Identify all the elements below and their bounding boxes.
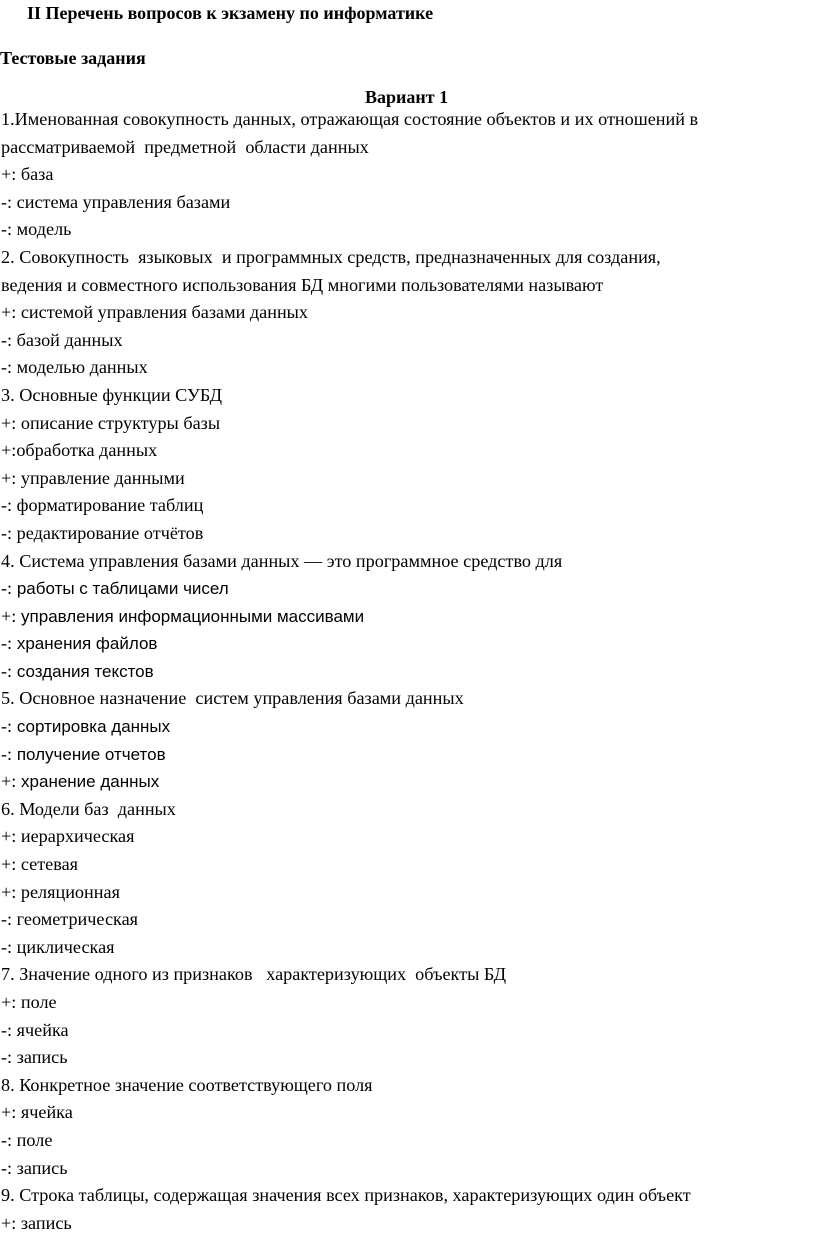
question-list	[1, 106, 813, 1237]
answer-option	[1, 216, 813, 244]
question-text: 2. Совокупность языковых и программных средств, предназначенных для создания,	[1, 246, 661, 267]
answer-label: системой управления базами данных	[16, 302, 308, 323]
answer-label: запись	[12, 1047, 68, 1068]
question-text: 9. Строка таблицы, содержащая значения всех признаков, характеризующих один объект	[1, 1185, 691, 1206]
answer-option	[1, 1044, 813, 1072]
answer-label: геометрическая	[12, 909, 139, 930]
answer-label: сетевая	[16, 854, 79, 875]
answer-label: циклическая	[12, 936, 115, 957]
answer-marker: +:	[1, 1212, 17, 1233]
answer-marker: -:	[1, 716, 13, 737]
variant-title: Вариант 1	[365, 87, 449, 107]
answer-option	[1, 437, 813, 465]
answer-label: поле	[12, 1129, 53, 1150]
answer-label: хранение данных	[16, 772, 160, 792]
answer-option	[1, 1017, 813, 1045]
answer-marker: +:	[1, 605, 17, 626]
answer-option	[1, 299, 813, 327]
question-text: 5. Основное назначение систем управления базами данных	[1, 688, 464, 709]
answer-label: форматирование таблиц	[12, 495, 204, 516]
answer-marker: +:	[1, 302, 17, 323]
answer-label: управления информационными массивами	[16, 606, 365, 626]
answer-label: модель	[12, 219, 72, 240]
answer-option	[1, 575, 813, 603]
question-text: ведения и совместного использования БД многими пользователями называют	[1, 274, 604, 295]
answer-option	[1, 934, 813, 962]
answer-label: получение отчетов	[12, 744, 166, 764]
answer-marker: -:	[1, 329, 13, 350]
answer-label: работы с таблицами чисел	[12, 579, 229, 599]
answer-option	[1, 879, 813, 907]
answer-marker: +:	[1, 1102, 17, 1123]
question-text: 7. Значение одного из признаков характеризующих объекты БД	[1, 964, 507, 985]
question-text: 6. Модели баз данных	[1, 798, 176, 819]
answer-marker: -:	[1, 357, 13, 378]
answer-option	[1, 1127, 813, 1155]
answer-marker: +:	[1, 992, 17, 1012]
answer-option	[1, 823, 813, 851]
answer-option	[1, 713, 813, 741]
answer-option	[1, 410, 813, 438]
answer-label: управление данными	[16, 467, 185, 488]
answer-option	[1, 906, 813, 934]
answer-marker: +:	[1, 771, 17, 792]
answer-marker: -:	[1, 909, 13, 930]
answer-option	[1, 851, 813, 879]
answer-marker: -:	[1, 936, 13, 957]
answer-marker: +:	[1, 412, 17, 433]
answer-marker: -:	[1, 1157, 13, 1178]
answer-marker: -:	[1, 1047, 13, 1068]
answer-label: запись	[12, 1157, 68, 1178]
answer-marker: +:	[1, 440, 17, 461]
answer-label: поле	[16, 992, 57, 1012]
answer-label: база	[16, 164, 54, 185]
answer-option	[1, 1155, 813, 1183]
answer-marker: -:	[1, 660, 13, 681]
answer-label: моделью данных	[12, 357, 148, 378]
answer-marker: +:	[1, 826, 17, 847]
answer-option	[1, 1210, 813, 1238]
answer-label: обработка данных	[16, 440, 158, 461]
subsection-title: Тестовые задания	[0, 48, 146, 68]
answer-label: базой данных	[12, 329, 123, 350]
answer-option	[1, 189, 813, 217]
answer-option	[1, 520, 813, 548]
answer-marker: -:	[1, 1019, 13, 1040]
answer-option	[1, 354, 813, 382]
answer-label: редактирование отчётов	[12, 522, 204, 543]
answer-label: сортировка данных	[12, 717, 171, 737]
answer-option	[1, 630, 813, 658]
answer-label: запись	[16, 1212, 72, 1233]
answer-label: система управления базами	[12, 191, 231, 212]
answer-option	[1, 327, 813, 355]
answer-marker: +:	[1, 881, 17, 902]
answer-marker: -:	[1, 219, 13, 240]
answer-option	[1, 603, 813, 631]
question-text: 4. Система управления базами данных — это программное средство для	[1, 550, 563, 571]
section-title: II Перечень вопросов к экзамену по информатике	[27, 3, 434, 23]
answer-marker: +:	[1, 164, 17, 185]
answer-option	[1, 658, 813, 686]
answer-marker: -:	[1, 495, 13, 516]
answer-marker: +:	[1, 854, 17, 875]
question-text: 3. Основные функции СУБД	[1, 384, 223, 405]
answer-label: описание структуры базы	[16, 412, 221, 433]
answer-marker: -:	[1, 522, 13, 543]
answer-label: реляционная	[16, 881, 120, 902]
answer-marker: -:	[1, 578, 13, 599]
answer-label: ячейка	[12, 1019, 69, 1040]
answer-marker: -:	[1, 633, 13, 654]
answer-label: ячейка	[16, 1102, 73, 1123]
answer-label: иерархическая	[16, 826, 135, 847]
answer-option	[1, 989, 813, 1017]
answer-marker: -:	[1, 1129, 13, 1150]
answer-label: хранения файлов	[12, 634, 158, 654]
answer-marker: -:	[1, 743, 13, 764]
answer-marker: +:	[1, 467, 17, 488]
answer-marker: -:	[1, 191, 13, 212]
answer-option	[1, 492, 813, 520]
question-text: 8. Конкретное значение соответствующего поля	[1, 1074, 373, 1095]
answer-option	[1, 465, 813, 493]
answer-option	[1, 161, 813, 189]
question-text: рассматриваемой предметной области данных	[1, 136, 369, 157]
answer-label: создания текстов	[12, 661, 154, 681]
answer-option	[1, 741, 813, 769]
answer-option	[1, 1099, 813, 1127]
question-text: 1.Именованная совокупность данных, отражающая состояние объектов и их отношений в	[1, 109, 699, 129]
answer-option	[1, 768, 813, 796]
